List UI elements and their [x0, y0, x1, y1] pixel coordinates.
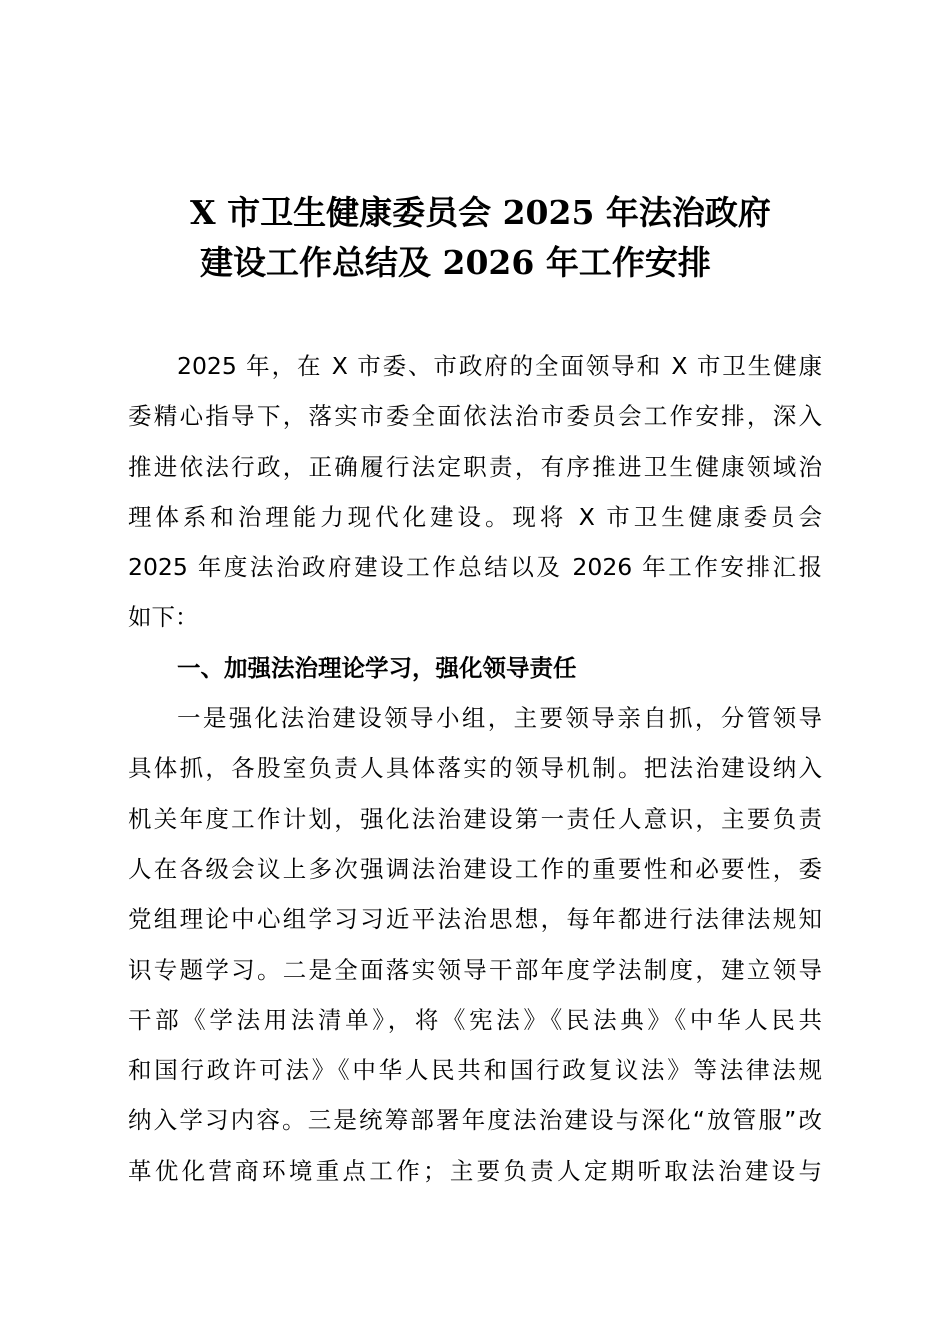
paragraph-line: 机关年度工作计划，强化法治建设第一责任人意识，主要负责 [128, 804, 822, 833]
title-line-2: 建设工作总结及 2026 年工作安排 [200, 243, 711, 282]
section1-paragraph [128, 693, 822, 1196]
paragraph-line: 如下： [128, 603, 199, 632]
paragraph-line: 2025 年，在 X 市委、市政府的全面领导和 X 市卫生健康 [177, 352, 822, 380]
title-line-1: X 市卫生健康委员会 2025 年法治政府 [190, 193, 771, 232]
paragraph-line: 推进依法行政，正确履行法定职责，有序推进卫生健康领域治 [128, 452, 822, 481]
paragraph-line: 干部《学法用法清单》，将《宪法》《民法典》《中华人民共 [128, 1005, 822, 1034]
paragraph-line: 一是强化法治建设领导小组，主要领导亲自抓，分管领导 [177, 704, 822, 733]
paragraph-line: 人在各级会议上多次强调法治建设工作的重要性和必要性，委 [128, 854, 822, 883]
paragraph-line: 具体抓，各股室负责人具体落实的领导机制。把法治建设纳入 [128, 754, 822, 783]
paragraph-line: 委精心指导下，落实市委全面依法治市委员会工作安排，深入 [128, 402, 822, 431]
paragraph-line: 理体系和治理能力现代化建设。现将 X 市卫生健康委员会 [128, 502, 822, 531]
paragraph-line: 纳入学习内容。三是统筹部署年度法治建设与深化“放管服”改 [128, 1106, 822, 1135]
paragraph-line: 党组理论中心组学习习近平法治思想，每年都进行法律法规知 [128, 905, 822, 934]
document-title [128, 188, 822, 288]
intro-paragraph [128, 341, 822, 643]
paragraph-line: 识专题学习。二是全面落实领导干部年度学法制度，建立领导 [128, 955, 822, 984]
paragraph-line: 革优化营商环境重点工作；主要负责人定期听取法治建设与 [128, 1156, 822, 1185]
paragraph-line: 和国行政许可法》《中华人民共和国行政复议法》等法律法规 [128, 1056, 822, 1085]
section-heading: 一、加强法治理论学习，强化领导责任 [177, 653, 577, 682]
paragraph-line: 2025 年度法治政府建设工作总结以及 2026 年工作安排汇报 [128, 553, 822, 582]
document-body [128, 341, 822, 1196]
